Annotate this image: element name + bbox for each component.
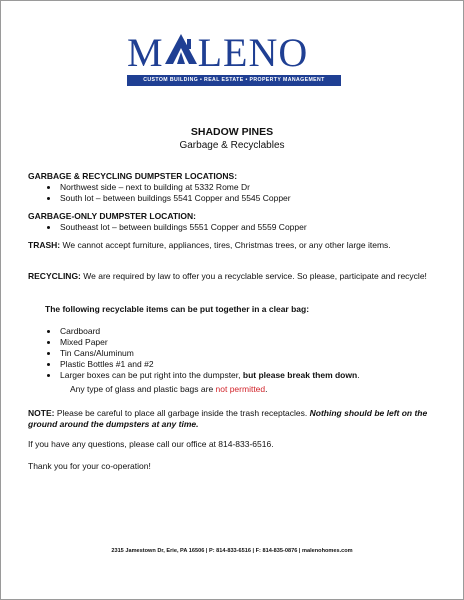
- logo-tagline: CUSTOM BUILDING • REAL ESTATE • PROPERTY MANAGEMENT: [127, 75, 341, 86]
- larger-boxes-bold: but please break them down: [242, 370, 358, 380]
- trash-text: We cannot accept furniture, appliances, tires, Christmas trees, or any other large items.: [62, 240, 391, 250]
- note-emphasis: Nothing should be left on the ground around the dumpsters at any time.: [28, 408, 428, 429]
- document-subtitle: Garbage & Recyclables: [179, 140, 285, 151]
- recycling-label: RECYCLING:: [28, 271, 81, 281]
- glass-note-text: Any type of glass and plastic bags are: [70, 384, 216, 394]
- list-item: Northwest side – next to building at 5332 Rome Dr: [28, 182, 438, 193]
- list-item: Mixed Paper: [28, 337, 438, 348]
- logo-wordmark: [127, 30, 341, 75]
- list-item: Southeast lot – between buildings 5551 Copper and 5559 Copper: [28, 222, 438, 233]
- note-label: NOTE:: [28, 408, 55, 418]
- bag-heading-text: The following recyclable items can be put together in a clear bag:: [45, 304, 310, 314]
- footer-address: 2315 Jamestown Dr, Erie, PA 16506 | P: 814-833-6516 | F: 814-835-0876 | malenohomes.com: [111, 548, 353, 554]
- thanks-paragraph: Thank you for your co-operation!: [28, 461, 151, 471]
- not-permitted-text: not permitted: [215, 384, 266, 394]
- logo-letter-m: M: [127, 30, 164, 75]
- glass-note: Any type of glass and plastic bags are not permitted.: [70, 384, 268, 394]
- note-text: Please be careful to place all garbage inside the trash receptacles.: [56, 408, 308, 418]
- list-item: Tin Cans/Aluminum: [28, 348, 438, 359]
- contact-paragraph: If you have any questions, please call our office at 814-833-6516.: [28, 439, 274, 449]
- list-item: South lot – between buildings 5541 Copper and 5545 Copper: [28, 193, 438, 204]
- document-title: SHADOW PINES: [190, 126, 274, 138]
- house-roof-icon: [164, 34, 198, 66]
- garbage-recycling-heading: GARBAGE & RECYCLING DUMPSTER LOCATIONS:: [28, 171, 238, 181]
- recycling-text: We are required by law to offer you a recyclable service. So please, participate and recycle!: [83, 271, 427, 281]
- garbage-only-list: [28, 222, 438, 233]
- recycling-paragraph: [28, 271, 438, 282]
- recyclable-items-list: [28, 326, 438, 381]
- trash-paragraph: [28, 240, 438, 251]
- trash-label: TRASH:: [28, 240, 61, 250]
- note-paragraph: [28, 408, 438, 430]
- recyclable-items-section: [28, 326, 438, 395]
- maleno-logo: [127, 30, 341, 91]
- list-item: Cardboard: [28, 326, 438, 337]
- garbage-only-section: [28, 211, 438, 233]
- logo-letters-leno: LENO: [197, 30, 309, 75]
- list-item: Larger boxes can be put right into the dumpster, but please break them down.: [28, 370, 438, 381]
- garbage-recycling-list: [28, 182, 438, 204]
- larger-boxes-text: Larger boxes can be put right into the dumpster,: [60, 370, 243, 380]
- garbage-only-heading: GARBAGE-ONLY DUMPSTER LOCATION:: [28, 211, 196, 221]
- garbage-recycling-section: [28, 171, 438, 204]
- recyclable-bag-heading: [45, 304, 435, 315]
- list-item: Plastic Bottles #1 and #2: [28, 359, 438, 370]
